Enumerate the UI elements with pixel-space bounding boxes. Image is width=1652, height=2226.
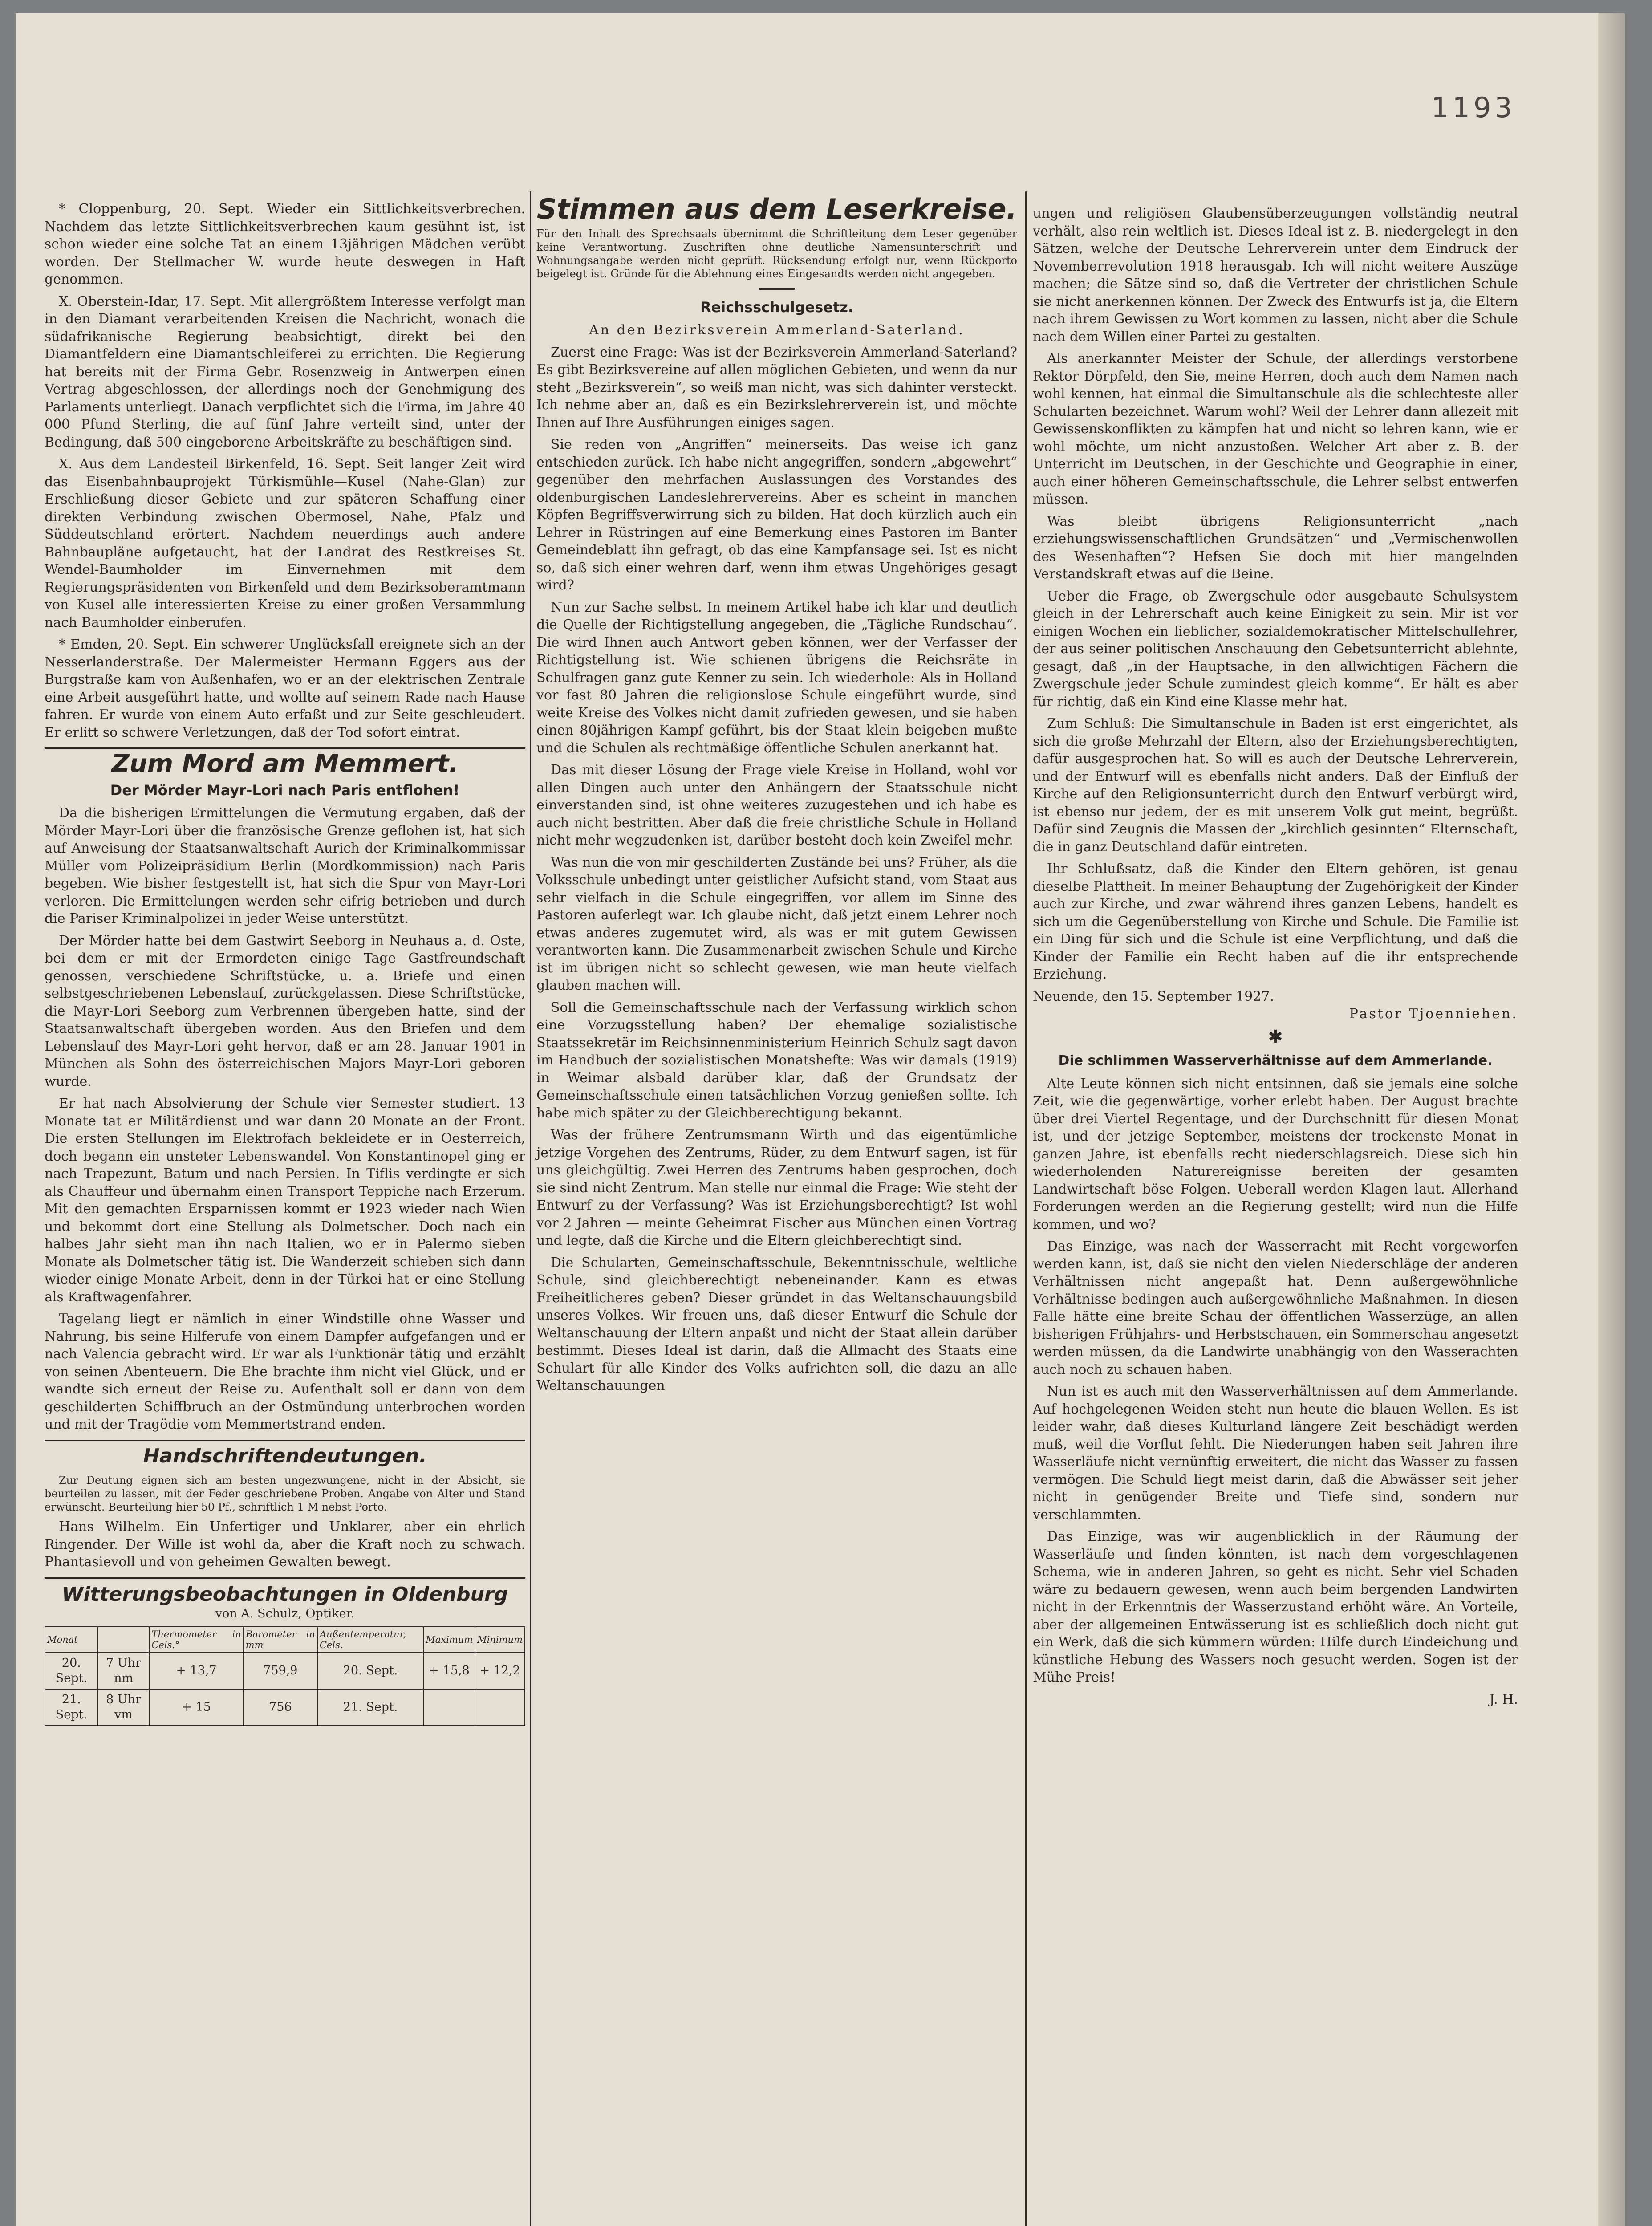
weather-header bbox=[98, 1627, 150, 1653]
letter-paragraph: Was nun die von mir geschilderten Zustände bei uns? Früher, als die Volksschule unbedingt unter geistlicher Aufsicht stand, vom Staat aus sehr vielfach in die Schule eingegriffen, vor allem im Sinne des Pastoren auferlegt war. Ich glaube nicht, daß jetzt einem Lehrer noch etwas anderes zugemutet wird, als was er mit gutem Gewissen verantworten kann. Die Zusammenarbeit zwischen Schule und Kirche ist im übrigen nicht so schlecht gewesen, wie man heute vielfach glauben machen will. bbox=[536, 854, 1017, 993]
page-number: 1193 bbox=[1431, 91, 1516, 124]
signature-place: Neuende, den 15. September 1927. bbox=[1033, 988, 1274, 1004]
page-edge bbox=[1598, 13, 1625, 2226]
weather-cell: 756 bbox=[244, 1689, 317, 1726]
article-heading: Die schlimmen Wasserverhältnisse auf dem Ammerlande. bbox=[1058, 1053, 1493, 1068]
letter-paragraph: Nun zur Sache selbst. In meinem Artikel habe ich klar und deutlich die Quelle der Richtigstellung angegeben, die „Tägliche Rundschau“. Die wird Ihnen auch Antwort geben können, wer der Verfasser der Richtigstellung ist. Wie schienen übrigens die Reichsräte in Schulfragen ganz gute Kenner zu sein. Ich wiederhole: Als in Holland vor fast 80 Jahren die religionslose Schule eingeführt wurde, sind weite Kreise des Volkes nicht damit zufrieden gewesen, und sie haben einen 80jährigen Kampf geführt, bis der Staat klein beigeben mußte und die Schulen als rechtmäßige öffentliche Schulen anerkannt hat. bbox=[536, 599, 1017, 756]
handschrift-item: Hans Wilhelm. Ein Unfertiger und Unklarer, aber ein ehrlich Ringender. Der Wille ist wohl da, aber die Kraft noch zu schwach. Phantasievoll und von geheimen Gewalten bewegt. bbox=[45, 1519, 525, 1570]
letter-paragraph: Was der frühere Zentrumsmann Wirth und das eigentümliche jetzige Vorgehen des Zentrums, Rüder, zu dem Entwurf sagen, ist für uns gleichgültig. Zwei Herren des Zentrums haben gesprochen, doch sie sind nicht Zentrum. Man stelle nur einmal die Frage: Wie steht der Entwurf zu der Verfassung? Was ist Erziehungsberechtigt? Ist wohl vor 2 Jahren — meinte Geheimrat Fischer aus München einen Vortrag und legte, daß die Kirche und die Eltern gleichberechtigt sind. bbox=[536, 1127, 1017, 1248]
star-separator: ✱ bbox=[1268, 1026, 1283, 1047]
weather-header-row bbox=[45, 1627, 525, 1653]
letter-paragraph: Die Schularten, Gemeinschaftsschule, Bekenntnisschule, weltliche Schule, sind gleichberechtigt nebeneinander. Kann es etwas Freiheitlicheres geben? Dieser gründet in das Weltanschauungsbild unseres Volkes. Wir freuen uns, daß dieser Entwurf die Schule der Weltanschauung der Eltern anpaßt und nicht der Staat allein darüber bestimmt. Dieses Ideal ist darin, daß die Allmacht des Staats eine Schulart für alle Kinder des Volks aufrichten soll, die dazu an alle Weltanschauungen bbox=[536, 1255, 1017, 1393]
letter-paragraph: Ihr Schlußsatz, daß die Kinder den Eltern gehören, ist genau dieselbe Plattheit. In meiner Behauptung der Zugehörigkeit der Kinder auch zur Kirche, und zwar während ihres ganzen Lebens, handelt es sich um die Gegenüberstellung von Kirche und Schule. Die Familie ist ein Ding für sich und die Schule ist eine Verpflichtung, und daß die Kinder der Familie ein Recht haben auf die ihr entsprechende Erziehung. bbox=[1033, 861, 1518, 982]
column-3 bbox=[1033, 205, 1518, 1708]
column-1 bbox=[45, 200, 525, 1726]
section-title: Stimmen aus dem Leserkreise. bbox=[536, 193, 1017, 225]
weather-cell bbox=[475, 1689, 525, 1726]
article-paragraph: Das Einzige, was nach der Wasserracht mit Recht vorgeworfen werden kann, ist, daß sie nicht den vielen Niederschläge der anderen Verhältnissen nicht angepaßt hat. Denn außergewöhnliche Verhältnisse bedingen auch außergewöhnliche Maßnahmen. In diesen Falle hätte eine breite Schau der öffentlichen Wasserzüge, an allen bisherigen Frühjahrs- und Herbstschauen, ein Sommerschau angesetzt werden müssen, da die Landwirte unabhängig von den Wasserachten auch noch zu schauen haben. bbox=[1033, 1239, 1518, 1377]
article-paragraph: Alte Leute können sich nicht entsinnen, daß sie jemals eine solche Zeit, wie die gegenwärtige, vorher erlebt haben. Der August brachte über drei Viertel Regentage, und der Durchschnitt für diesen Monat ist, und der jetzige September, meistens der trockenste Monat in ganzen Jahre, ist ebenfalls recht niederschlagsreich. Diese sich hin wiederholenden Naturereignisse bereiten der gesamten Landwirtschaft böse Folgen. Ueberall werden Klagen laut. Allerhand Forderungen werden an die Regierung gestellt; wird nun die Hilfe kommen, und wo? bbox=[1033, 1076, 1518, 1232]
column-rule bbox=[1025, 191, 1027, 2226]
table-row bbox=[45, 1689, 525, 1726]
mord-paragraph: Da die bisherigen Ermittelungen die Vermutung ergaben, daß der Mörder Mayr-Lori über die französische Grenze geflohen ist, hat sich auf Anweisung der Staatsanwaltschaft Aurich der Kriminalkommissar Müller vom Polizeipräsidium Berlin (Mordkommission) nach Paris begeben. Wie bisher festgestellt ist, hat sich die Spur von Mayr-Lori verloren. Die Ermittelungen werden sehr eifrig betrieben und durch die Pariser Kriminalpolizei in jeder Weise unterstützt. bbox=[45, 805, 525, 926]
weather-subtitle: von A. Schulz, Optiker. bbox=[215, 1607, 355, 1621]
weather-cell: 8 Uhr vm bbox=[98, 1689, 150, 1726]
article-birkenfeld: X. Aus dem Landesteil Birkenfeld, 16. Sept. Seit langer Zeit wird das Eisenbahnbauprojekt Türkismühle—Kusel (Nahe-Glan) zur Erschließung dieser Gebiete und zur späteren Schaffung einer direkten Verbindung zwischen Obermosel, Nahe, Pfalz und Süddeutschland erörtert. Nachdem neuerdings auch andere Bahnbaupläne aufgetaucht, hat der Landrat des Restkreises St. Wendel-Baumholder im Einvernehmen mit dem Regierungspräsidenten von Birkenfeld und dem Bezirksoberamtmann von Kusel alle interessierten Kreise zu einer großen Versammlung nach Baumholder einberufen. bbox=[45, 456, 525, 630]
letter-paragraph: Zuerst eine Frage: Was ist der Bezirksverein Ammerland-Saterland? Es gibt Bezirksvereine auf allen möglichen Gebieten, und wenn da nur steht „Bezirksverein“, so weiß man nicht, was sich dahinter versteckt. Ich nehme aber an, daß es ein Bezirkslehrerverein ist, und möchte Ihnen auf Ihre Ausführungen einiges sagen. bbox=[536, 344, 1017, 431]
article-signature: J. H. bbox=[1489, 1691, 1518, 1707]
letter-paragraph: Was bleibt übrigens Religionsunterricht „nach erziehungswissenschaftlichen Grundsätzen“ und „Vermischenwollen des Wesenhaften“? Hefsen Sie doch mit hier mangelnden Verstandskraft etwas auf die Beine. bbox=[1033, 513, 1518, 582]
weather-cell: 21. Sept. bbox=[45, 1689, 98, 1726]
handschrift-intro: Zur Deutung eignen sich am besten ungezwungene, nicht in der Absicht, sie beurteilen zu lassen, mit der Feder geschriebene Proben. Angabe von Alter und Stand erwünscht. Beurteilung hier 50 Pf., schriftlich 1 M nebst Porto. bbox=[45, 1474, 525, 1513]
mord-paragraph: Tagelang liegt er nämlich in einer Windstille ohne Wasser und Nahrung, bis seine Hilferufe von einem Dampfer aufgefangen und er nach Valencia gebracht wird. Er war als Funktionär tätig und erzählt von seinen Abenteuern. Die Ehe brachte ihm nicht viel Glück, und er wandte sich erneut der Reise zu. Aufenthalt soll er dann von dem geschilderten Schiffbruch an der Ostmündung unterbrochen worden und mit der Tragödie vom Memmertstrand enden. bbox=[45, 1311, 525, 1432]
weather-cell: 759,9 bbox=[244, 1653, 317, 1689]
column-2 bbox=[536, 191, 1017, 1399]
weather-header: Monat bbox=[45, 1627, 98, 1653]
article-oberstein: X. Oberstein-Idar, 17. Sept. Mit allergrößtem Interesse verfolgt man in den Diamant verarbeitenden Kreisen die Nachricht, wonach die südafrikanische Regierung beabsichtigt, direkt bei den Diamantfeldern eine Diamantschleiferei zu errichten. Die Regierung hat bereits mit der Firma Gebr. Rosenzweig in Antwerpen einen Vertrag abgeschlossen, der allerdings noch der Genehmigung des Parlaments unterliegt. Danach verpflichtet sich die Firma, im Jahre 40 000 Pfund Sterling, die auf fünf Jahre verteilt sind, unter der Bedingung, daß 500 eingeborene Arbeitskräfte zu beschäftigen sind. bbox=[45, 293, 525, 450]
letter-paragraph: Zum Schluß: Die Simultanschule in Baden ist erst eingerichtet, als sich die große Mehrzahl der Eltern, also der Erziehungsberechtigten, dafür ausgesprochen hat. So will es auch der Deutsche Lehrerverein, und der Entwurf will es ebenfalls nicht anders. Daß der Einfluß der Kirche auf den Religionsunterricht durch den Entwurf verbürgt wird, ist ebenso nur jedem, der es mit unserem Volk gut meint, begrüßt. Dafür sind Zeugnis die Massen der „kirchlich gesinnten“ Elternschaft, die in ganz Deutschland dafür eintreten. bbox=[1033, 716, 1518, 855]
article-emden: * Emden, 20. Sept. Ein schwerer Unglücksfall ereignete sich an der Nesserlanderstraße. Der Malermeister Hermann Eggers aus der Burgstraße kam von Außenhafen, wo er an der elektrischen Zentrale eine Arbeit ausgeführt hatte, und wollte auf seinem Rade nach Hause fahren. Er wurde von einem Auto erfaßt und zur Seite geschleudert. Er erlitt so schwere Verletzungen, daß der Tod sofort eintrat. bbox=[45, 637, 525, 740]
weather-cell: + 15 bbox=[149, 1689, 243, 1726]
weather-header: Thermometer in Cels.° bbox=[149, 1627, 243, 1653]
mord-paragraph: Der Mörder hatte bei dem Gastwirt Seeborg in Neuhaus a. d. Oste, bei dem er mit der Ermordeten einige Tage Gastfreundschaft genossen, verschiedene Schriftstücke, u. a. Briefe und einen selbstgeschriebenen Lebenslauf, zurückgelassen. Diese Schriftstücke, die Mayr-Lori Seeborg zum Verbrennen übergeben hatte, sind der Staatsanwaltschaft übergeben worden. Aus den Briefen und dem Lebenslauf des Mayr-Lori geht hervor, daß er am 28. Januar 1901 in München als Sohn des österreichischen Majors Mayr-Lori geboren wurde. bbox=[45, 933, 525, 1089]
divider bbox=[45, 1577, 525, 1579]
headline-handschrift: Handschriftendeutungen. bbox=[143, 1444, 427, 1467]
letter-paragraph: Ueber die Frage, ob Zwergschule oder ausgebaute Schulsystem gleich in der Lehrerschaft auch keine Einigkeit zu sein. Mir ist vor einigen Wochen ein lieblicher, sozialdemokratischer Mittelschullehrer, der aus seiner politischen Anschauung den Gebetsunterricht ablehnte, gesagt, daß „in der Hauptsache, in den allwichtigen Fächern die Zwergschule jeder Schule zumindest gleich komme“. Er hält es aber für richtig, daß ein Kind eine Klasse mehr hat. bbox=[1033, 588, 1518, 710]
weather-cell: 21. Sept. bbox=[317, 1689, 423, 1726]
table-row bbox=[45, 1653, 525, 1689]
letter-paragraph: ungen und religiösen Glaubensüberzeugungen vollständig neutral verhält, also rein weltlich ist. Dieses Ideal ist z. B. niedergelegt in den Sätzen, welche der Deutsche Lehrerverein unter dem Eindruck der Novemberrevolution 1918 herausgab. Ich will nicht weitere Auszüge machen; die Sätze sind so, daß die Vertreter der christlichen Schule sie nicht anerkennen können. Der Zweck des Entwurfs ist ja, die Eltern nach ihrem Gewissen zu Wort kommen zu lassen, nicht aber die Schule nach dem Willen einer Partei zu gestalten. bbox=[1033, 206, 1518, 345]
column-rule bbox=[530, 191, 531, 2226]
divider bbox=[759, 288, 795, 290]
headline-mord: Zum Mord am Memmert. bbox=[111, 749, 459, 778]
weather-header: Minimum bbox=[475, 1627, 525, 1653]
weather-cell: + 12,2 bbox=[475, 1653, 525, 1689]
newspaper-page bbox=[16, 13, 1625, 2226]
mord-paragraph: Er hat nach Absolvierung der Schule vier Semester studiert. 13 Monate tat er Militärdienst und war dann 20 Monate an der Front. Die ersten Stellungen im Elektrofach bekleidete er in Oesterreich, doch begann ein unsteter Lebenswandel. Von Konstantinopel ging er nach Trapezunt, Batum und nach Persien. In Tiflis verdingte er sich als Chauffeur und übernahm einen Transport Teppiche nach Erzerum. Mit den gemachten Ersparnissen kommt er 1923 wieder nach Wien und bekommt dort eine Stellung als Dolmetscher. Doch nach ein halbes Jahr sieht man ihn nach Italien, wo er in Palermo sieben Monate als Dolmetscher tätig ist. Die Wanderzeit schieben sich dann wieder einige Monate Arbeit, denn in der Türkei hat er eine Stellung als Kraftwagenfahrer. bbox=[45, 1096, 525, 1305]
letter-paragraph: Das mit dieser Lösung der Frage viele Kreise in Holland, wohl vor allen Dingen auch unter den Anhängern der Staatsschule nicht einverstanden sind, ist ohne weiteres zuzugestehen und ich habe es auch nicht bestritten. Aber daß die freie christliche Schule in Holland nicht mehr wegzudenken ist, darüber besteht doch kein Zweifel mehr. bbox=[536, 762, 1017, 848]
letter-paragraph: Soll die Gemeinschaftsschule nach der Verfassung wirklich schon eine Vorzugsstellung haben? Der ehemalige sozialistische Staatssekretär im Reichsinnenministerium Heinrich Schulz sagt davon im Handbuch der sozialistischen Monatshefte: Was wir damals (1919) in Weimar alsbald darüber klar, daß der Grundsatz der Gemeinschaftsschule einen tatsächlichen Vorzug genießen sollte. Ich habe mich später zu der Gleichberechtigung bekannt. bbox=[536, 999, 1017, 1121]
weather-cell: 20. Sept. bbox=[45, 1653, 98, 1689]
article-paragraph: Das Einzige, was wir augenblicklich in der Räumung der Wasserläufe und finden könnten, ist nach dem vorgeschlagenen Schema, wie in anderen Jahren, so geht es nicht. Sehr viel Schaden wäre zu bedauern gewesen, wenn auch beim bergenden Landwirten nicht in der Erkenntnis der Wasserzustand erhöht wäre. An Vorteile, aber der allgemeinen Entwässerung ist es schließlich doch nicht gut ein Werk, daß die sich kümmern würden: Hilfe durch Eindeichung und künstliche Hebung des Wassers noch gesucht werden. Sogen ist der Mühe Preis! bbox=[1033, 1529, 1518, 1685]
divider bbox=[45, 747, 525, 749]
letter-paragraph: Sie reden von „Angriffen“ meinerseits. Das weise ich ganz entschieden zurück. Ich habe nicht angegriffen, sondern „abgewehrt“ gegenüber den mehrfachen Auslassungen des Vorstandes des oldenburgischen Landeslehrervereins. Aber es scheint in manchen Köpfen Begriffsverwirrung sich zu bilden. Hat doch kürzlich auch ein Lehrer in Rüstringen auf eine Bemerkung eines Pastoren im Banter Gemeindeblatt ihn gefragt, ob das eine Kampfansage sei. Ist es nicht so, daß sich einer wehren darf, wenn ihm etwas Ungehöriges gesagt wird? bbox=[536, 437, 1017, 593]
letter-heading: Reichsschulgesetz. bbox=[700, 298, 854, 316]
weather-table bbox=[45, 1626, 525, 1726]
weather-header: Außentemperatur, Cels. bbox=[317, 1627, 423, 1653]
weather-cell: 7 Uhr nm bbox=[98, 1653, 150, 1689]
subheadline-mord: Der Mörder Mayr-Lori nach Paris entflohen! bbox=[110, 781, 460, 799]
weather-cell: + 13,7 bbox=[149, 1653, 243, 1689]
weather-header: Barometer in mm bbox=[244, 1627, 317, 1653]
letter-address: An den Bezirksverein Ammerland-Saterland. bbox=[589, 322, 965, 338]
weather-cell: + 15,8 bbox=[423, 1653, 475, 1689]
letter-paragraph: Als anerkannter Meister der Schule, der allerdings verstorbene Rektor Dörpfeld, den Sie, meine Herren, doch auch dem Namen nach wohl kennen, hat einmal die Simultanschule als die schlechteste aller Schularten bezeichnet. Warum wohl? Weil der Lehrer dann allezeit mit Gewissenskonflikten zu kämpfen hat und nicht so lehren kann, wie er wohl möchte, um nicht anzustoßen. Welcher Art aber z. B. der Unterricht im Deutschen, in der Geschichte und Geographie in einer, auch einer höheren Gemeinschaftsschule, die Lehrer selbst entwerfen müssen. bbox=[1033, 351, 1518, 507]
article-paragraph: Nun ist es auch mit den Wasserverhältnissen auf dem Ammerlande. Auf hochgelegenen Weiden steht nun heute die blauen Wellen. Es ist leider wahr, daß dieses Kulturland längere Zeit beschädigt werden muß, weil die Vorflut fehlt. Die Niederungen haben seit Jahren ihre Wasserläufe nicht vernünftig erweitert, die nicht das Wasser zu fassen vermögen. Die Schuld liegt meist darin, daß die Abwässer seit jeher nicht in genügender Breite und Tiefe sind, sondern nur verschlammten. bbox=[1033, 1384, 1518, 1523]
weather-cell bbox=[423, 1689, 475, 1726]
weather-title: Witterungsbeobachtungen in Oldenburg bbox=[61, 1583, 508, 1606]
weather-header: Maximum bbox=[423, 1627, 475, 1653]
section-intro: Für den Inhalt des Sprechsaals übernimmt die Schriftleitung dem Leser gegenüber keine Verantwortung. Zuschriften ohne deutliche Namensunterschrift und Wohnungsangabe werden nicht geprüft. Rücksendung erfolgt nur, wenn Rückporto beigelegt ist. Gründe für die Ablehnung eines Eingesandts werden nicht angegeben. bbox=[536, 227, 1017, 280]
weather-cell: 20. Sept. bbox=[317, 1653, 423, 1689]
article-cloppenburg: * Cloppenburg, 20. Sept. Wieder ein Sittlichkeitsverbrechen. Nachdem das letzte Sittlichkeitsverbrechen kaum gesühnt ist, ist schon wieder eine solche Tat an einem 13jährigen Mädchen verübt worden. Der Stellmacher W. wurde heute deswegen in Haft genommen. bbox=[45, 201, 525, 287]
divider bbox=[45, 1440, 525, 1441]
signature-name: Pastor Tjoenniehen. bbox=[1349, 1006, 1518, 1022]
